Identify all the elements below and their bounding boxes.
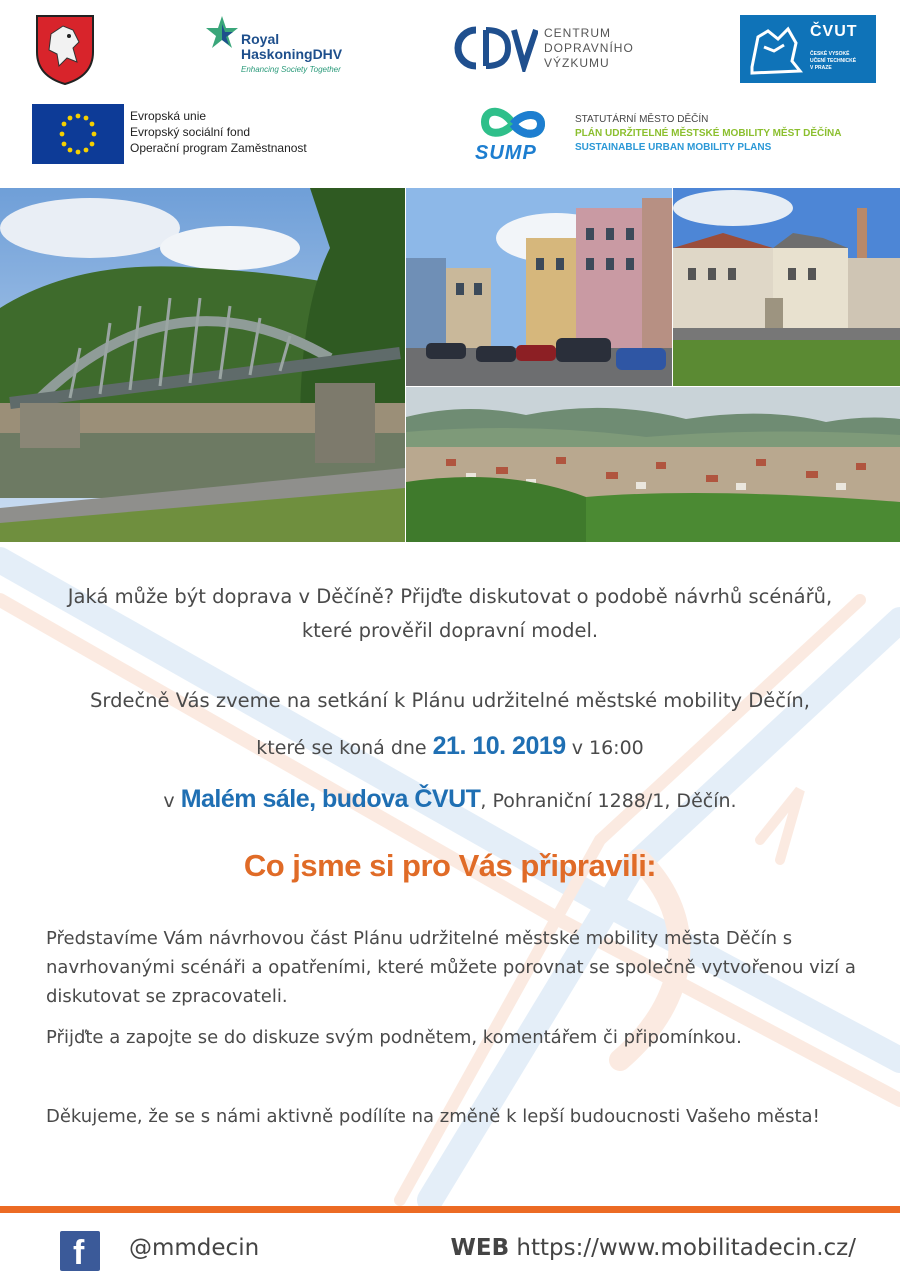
cvut-name: ČVUT — [810, 23, 858, 40]
facebook-handle[interactable]: @mmdecin — [129, 1235, 260, 1261]
sump-word: SUMP — [475, 142, 537, 164]
paragraph-program: Představíme Vám návrhovou část Plánu udržitelné městské mobility města Děčín s navrhovanými scénáři a opatřeními, které můžete porovnat se společně vytvořenou vizí a diskutovat se zpracovateli. — [46, 928, 856, 1007]
event-venue: Malém sále, budova ČVUT — [180, 785, 481, 813]
paragraph-thanks: Děkujeme, že se s námi aktivně podílíte na změně k lepší budoucnosti Vašeho města! — [46, 1106, 820, 1127]
cvut-sub-3: V PRAZE — [810, 65, 832, 71]
bridge-photo — [0, 188, 405, 542]
rhdhv-tagline: Enhancing Society Together — [241, 65, 341, 74]
cdv-line-1: CENTRUM — [544, 26, 611, 40]
date-prefix: které se koná dne — [256, 737, 433, 759]
facebook-icon[interactable] — [60, 1231, 100, 1271]
eu-line-3: Operační program Zaměstnanost — [130, 141, 307, 155]
website-link[interactable] — [450, 1235, 856, 1261]
cdv-line-3: VÝZKUMU — [544, 56, 610, 70]
cdv-logo — [452, 22, 652, 78]
eu-flag-logo — [32, 104, 124, 164]
event-date: 21. 10. 2019 — [432, 732, 566, 760]
cvut-logo — [740, 15, 876, 83]
rhdhv-royal-text: Royal — [241, 31, 280, 47]
sump-line-1: STATUTÁRNÍ MĚSTO DĚČÍN — [575, 114, 709, 125]
event-place-line — [0, 781, 900, 819]
web-label: WEB — [450, 1235, 510, 1261]
rhdhv-name-text: HaskoningDHV — [241, 46, 343, 62]
web-url: https://www.mobilitadecin.cz/ — [509, 1235, 856, 1261]
town-street-photo — [406, 188, 672, 386]
paragraph-invite-discussion: Přijďte a zapojte se do diskuze svým podnětem, komentářem či připomínkou. — [46, 1027, 742, 1048]
cvut-sub-1: ČESKÉ VYSOKÉ — [810, 51, 850, 57]
sump-description — [575, 113, 842, 155]
square-statue-photo — [673, 188, 900, 386]
date-suffix: v 16:00 — [565, 737, 644, 759]
sump-line-2: PLÁN UDRŽITELNÉ MĚSTSKÉ MOBILITY MĚST DĚČÍNA — [575, 128, 842, 139]
section-heading: Co jsme si pro Vás připravili: — [243, 848, 657, 883]
cvut-sub-2: UČENÍ TECHNICKÉ — [810, 58, 857, 64]
place-prefix: v — [163, 790, 181, 812]
event-date-line — [0, 728, 900, 766]
royal-haskoning-dhv-logo — [205, 14, 375, 76]
eu-line-2: Evropský sociální fond — [130, 125, 251, 139]
place-suffix: , Pohraniční 1288/1, Děčín. — [480, 790, 737, 812]
intro-question: Jaká může být doprava v Děčíně? Přijďte diskutovat o podobě návrhů scénářů, které prověřil dopravní model. — [67, 585, 833, 642]
decin-coat-of-arms-logo — [33, 12, 97, 86]
invitation-text: Srdečně Vás zveme na setkání k Plánu udržitelné městské mobility Děčín, — [90, 689, 810, 712]
sump-line-3: SUSTAINABLE URBAN MOBILITY PLANS — [575, 142, 772, 153]
cdv-line-2: DOPRAVNÍHO — [544, 41, 634, 55]
eu-line-1: Evropská unie — [130, 109, 207, 123]
facebook-glyph: f — [73, 1234, 85, 1272]
eu-program-text — [130, 108, 307, 156]
footer-divider — [0, 1206, 900, 1213]
panorama-photo — [406, 387, 900, 542]
sump-logo — [473, 104, 553, 164]
